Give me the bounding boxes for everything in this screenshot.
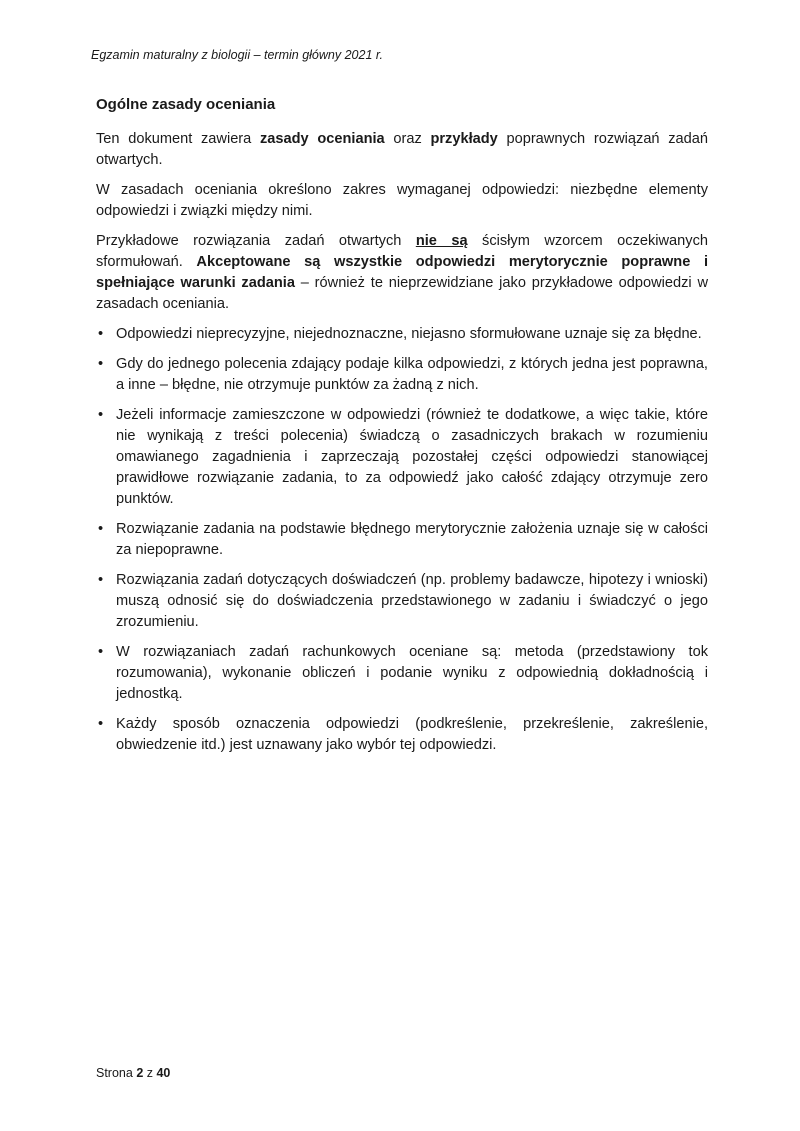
page-separator: z [143,1066,157,1080]
rule-item [96,354,708,396]
bullet-icon: • [98,407,104,423]
section-title: Ogólne zasady oceniania [96,96,276,113]
examples-text-3: – również te nieprzewidziane jako przykładowe odpowiedzi w zasadach oceniania. [96,275,708,312]
rule-item [96,519,708,561]
rule-item [96,714,708,756]
intro-paragraph [96,129,708,171]
intro-bold-1: zasady oceniania [259,131,385,147]
intro-text-3: poprawnych rozwiązań zadań otwartych. [96,131,708,168]
document-body [96,95,708,765]
rule-text: Rozwiązania zadań dotyczących doświadczeń (np. problemy badawcze, hipotezy i wnioski) muszą odnosić się do doświadczenia przedstawionego w zadaniu i świadczyć o jego zrozumieniu. [116,572,708,630]
page-total: 40 [156,1066,171,1080]
rule-item [96,324,708,345]
rule-text: Każdy sposób oznaczenia odpowiedzi (podkreślenie, przekreślenie, zakreślenie, obwiedzenie itd.) jest uznawany jako wybór tej odpowiedzi. [116,716,708,753]
bullet-icon: • [98,572,104,588]
rule-text: Jeżeli informacje zamieszczone w odpowiedzi (również te dodatkowe, a więc takie, które nie wynikają z treści polecenia) świadczą o zasadniczych brakach w rozumieniu omawianego zagadnienia i zaprzeczają pozostałej części odpowiedzi stanowiącej prawidłowe rozwiązanie zadania, to za odpowiedź jako całość zdający otrzymuje zero punktów. [116,407,708,507]
scope-text: W zasadach oceniania określono zakres wymaganej odpowiedzi: niezbędne elementy odpowiedzi i związki między nimi. [96,182,708,219]
intro-text-2: oraz [384,131,431,147]
bullet-icon: • [98,644,104,660]
bullet-icon: • [98,716,104,732]
intro-bold-2: przykłady [430,131,498,147]
scope-paragraph [96,180,708,222]
rule-text: W rozwiązaniach zadań rachunkowych oceniane są: metoda (przedstawiony tok rozumowania), wykonanie obliczeń i podanie wyniku z odpowiednią dokładnością i jednostką. [116,644,708,702]
intro-text-1: Ten dokument zawiera [96,131,260,147]
rule-item [96,570,708,633]
page-current: 2 [136,1066,144,1080]
rule-text: Odpowiedzi nieprecyzyjne, niejednoznaczne, niejasno sformułowane uznaje się za błędne. [116,326,702,342]
examples-underlined: nie są [415,233,468,249]
rules-list [96,324,708,756]
bullet-icon: • [98,326,104,342]
rule-text: Rozwiązanie zadania na podstawie błędnego merytorycznie założenia uznaje się w całości za niepoprawne. [116,521,708,558]
page-label: Strona [96,1066,137,1080]
page-header: Egzamin maturalny z biologii – termin główny 2021 r. [91,48,384,62]
bullet-icon: • [98,521,104,537]
examples-paragraph [96,231,708,315]
page-number [96,1066,170,1080]
rule-item [96,405,708,510]
examples-text-1: Przykładowe rozwiązania zadań otwartych [96,233,416,249]
rule-text: Gdy do jednego polecenia zdający podaje kilka odpowiedzi, z których jedna jest poprawna, a inne – błędne, nie otrzymuje punktów za żadną z nich. [116,356,708,393]
bullet-icon: • [98,356,104,372]
rule-item [96,642,708,705]
examples-text-2: ścisłym wzorcem oczekiwanych sformułowań. [96,233,708,270]
examples-bold: Akceptowane są wszystkie odpowiedzi merytorycznie poprawne i spełniające warunki zadania [96,254,708,291]
